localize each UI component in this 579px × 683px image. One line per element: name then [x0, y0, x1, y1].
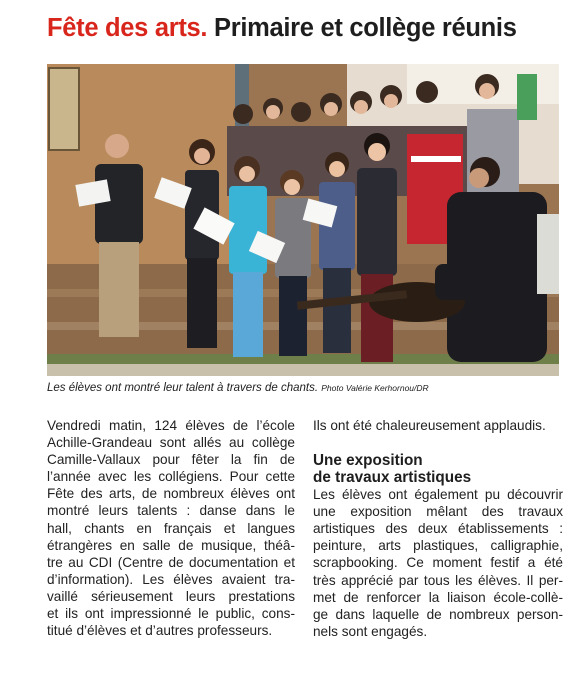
body-line: étrangères en salle de musique, théâ- [47, 537, 295, 553]
headline-kicker: Fête des arts. [47, 14, 208, 42]
body-line: peinture, arts plastiques, calligraphie, [313, 538, 563, 554]
caption-text: Les élèves ont montré leur talent à travers de chants. [47, 382, 319, 394]
body-line: vaillé sérieusement leurs prestations [47, 588, 295, 604]
body-line: l’année avec les collégiens. Pour cette [47, 469, 295, 485]
body-line: met de renforcer la liaison école-collè- [313, 589, 563, 605]
body-line: titué d’élèves et d’autres professeurs. [47, 623, 273, 639]
body-line: une exposition mêlant des travaux [313, 504, 563, 520]
article-headline [47, 14, 567, 43]
subheading: Une exposition [313, 452, 423, 470]
body-line: hall, chants en français et langues [47, 520, 295, 536]
body-line: Vendredi matin, 124 élèves de l’école [47, 418, 295, 433]
body-line: ge dans laquelle de nombreux person- [313, 606, 563, 622]
photo-credit: Photo Valérie Kerhornou/DR [321, 383, 429, 393]
body-line: Camille-Vallaux pour fêter la fin de [47, 452, 295, 468]
body-line: très apprécié par tous les élèves. Il per- [313, 572, 563, 588]
body-line: Les élèves ont également pu découvrir [313, 487, 563, 503]
body-line: nels sont engagés. [313, 623, 428, 639]
body-line: artistiques des deux établissements : [313, 521, 563, 537]
body-line: tre au CDI (Centre de documentation et [47, 554, 295, 570]
body-line: montré leurs talents : danse dans le [47, 503, 295, 519]
article-column-right [313, 417, 563, 640]
article-photo [47, 64, 559, 376]
body-line: et ils ont impressionné le public, cons- [47, 606, 295, 622]
subheading: de travaux artistiques [313, 469, 472, 487]
headline-title: Primaire et collège réunis [214, 14, 517, 42]
body-line: Achille-Grandeau sont allés au collège [47, 435, 295, 451]
body-line: scrapbooking. Ce moment festif a été [313, 555, 563, 571]
paragraph-gap [313, 434, 563, 452]
body-line: d’information). Les élèves avaient tra- [47, 571, 295, 587]
body-line: Fête des arts, de nombreux élèves ont [47, 486, 295, 502]
body-line: Ils ont été chaleureusement applaudis. [313, 418, 546, 433]
choir-photo-illustration [47, 64, 559, 376]
article-column-left [47, 417, 295, 639]
photo-caption [47, 382, 562, 394]
